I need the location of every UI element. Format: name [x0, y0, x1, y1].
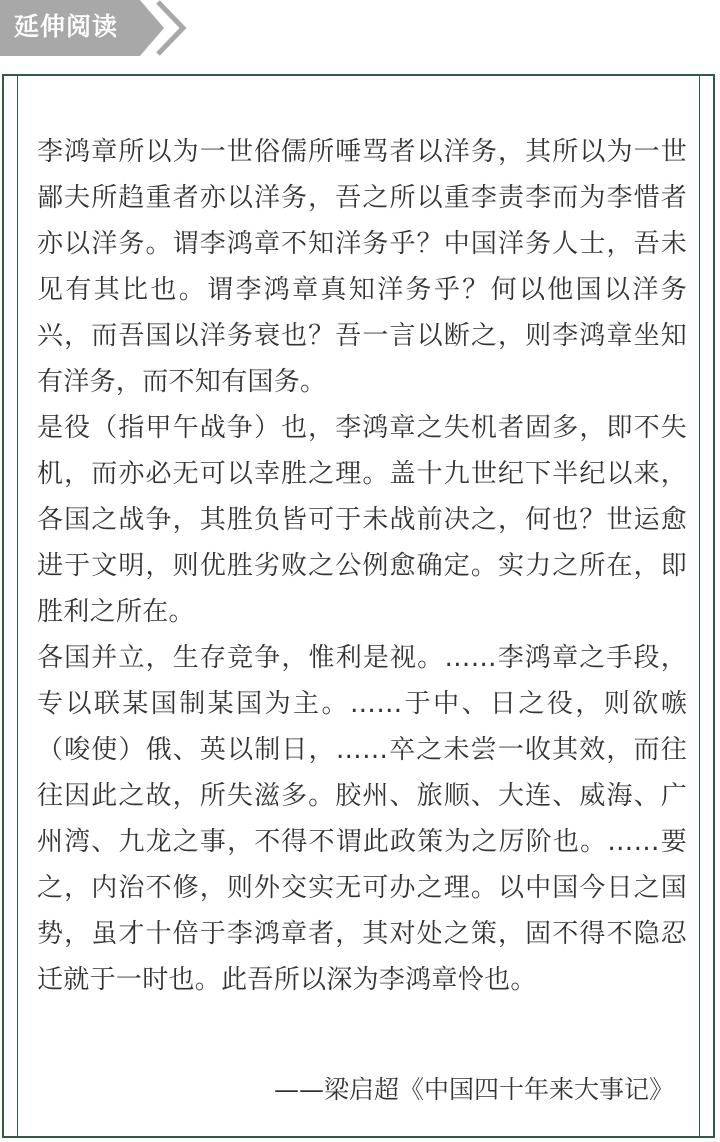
paragraph-2: 是役（指甲午战争）也，李鸿章之失机者固多，即不失机，而亦必无可以幸胜之理。盖十九世纪下半纪以来，各国之战争，其胜负皆可于未战前决之，何也？世运愈进于文明，则优胜劣败之公例愈确定。实力之所在，即胜利之所在。 [37, 413, 687, 627]
section-header-tab [0, 0, 190, 56]
paragraph-1: 李鸿章所以为一世俗儒所唾骂者以洋务，其所以为一世鄙夫所趋重者亦以洋务，吾之所以重李责李而为李惜者亦以洋务。谓李鸿章不知洋务乎？中国洋务人士，吾未见有其比也。谓李鸿章真知洋务乎？何以他国以洋务兴，而吾国以洋务衰也？吾一言以断之，则李鸿章坐知有洋务，而不知有国务。 [37, 137, 687, 397]
source-attribution: ——梁启超《中国四十年来大事记》 [273, 1075, 674, 1104]
paragraph-3: 各国并立，生存竞争，惟利是视。……李鸿章之手段，专以联某国制某国为主。……于中、日之役，则欲嗾（唆使）俄、英以制日，……卒之未尝一收其效，而往往因此之故，所失滋多。胶州、旅顺、大连、威海、广州湾、九龙之事，不得不谓此政策为之厉阶也。……要之，内治不修，则外交实无可办之理。以中国今日之国势，虽才十倍于李鸿章者，其对处之策，固不得不隐忍迁就于一时也。此吾所以深为李鸿章怜也。 [37, 643, 687, 995]
reading-content [37, 129, 687, 1003]
section-title: 延伸阅读 [14, 12, 119, 41]
